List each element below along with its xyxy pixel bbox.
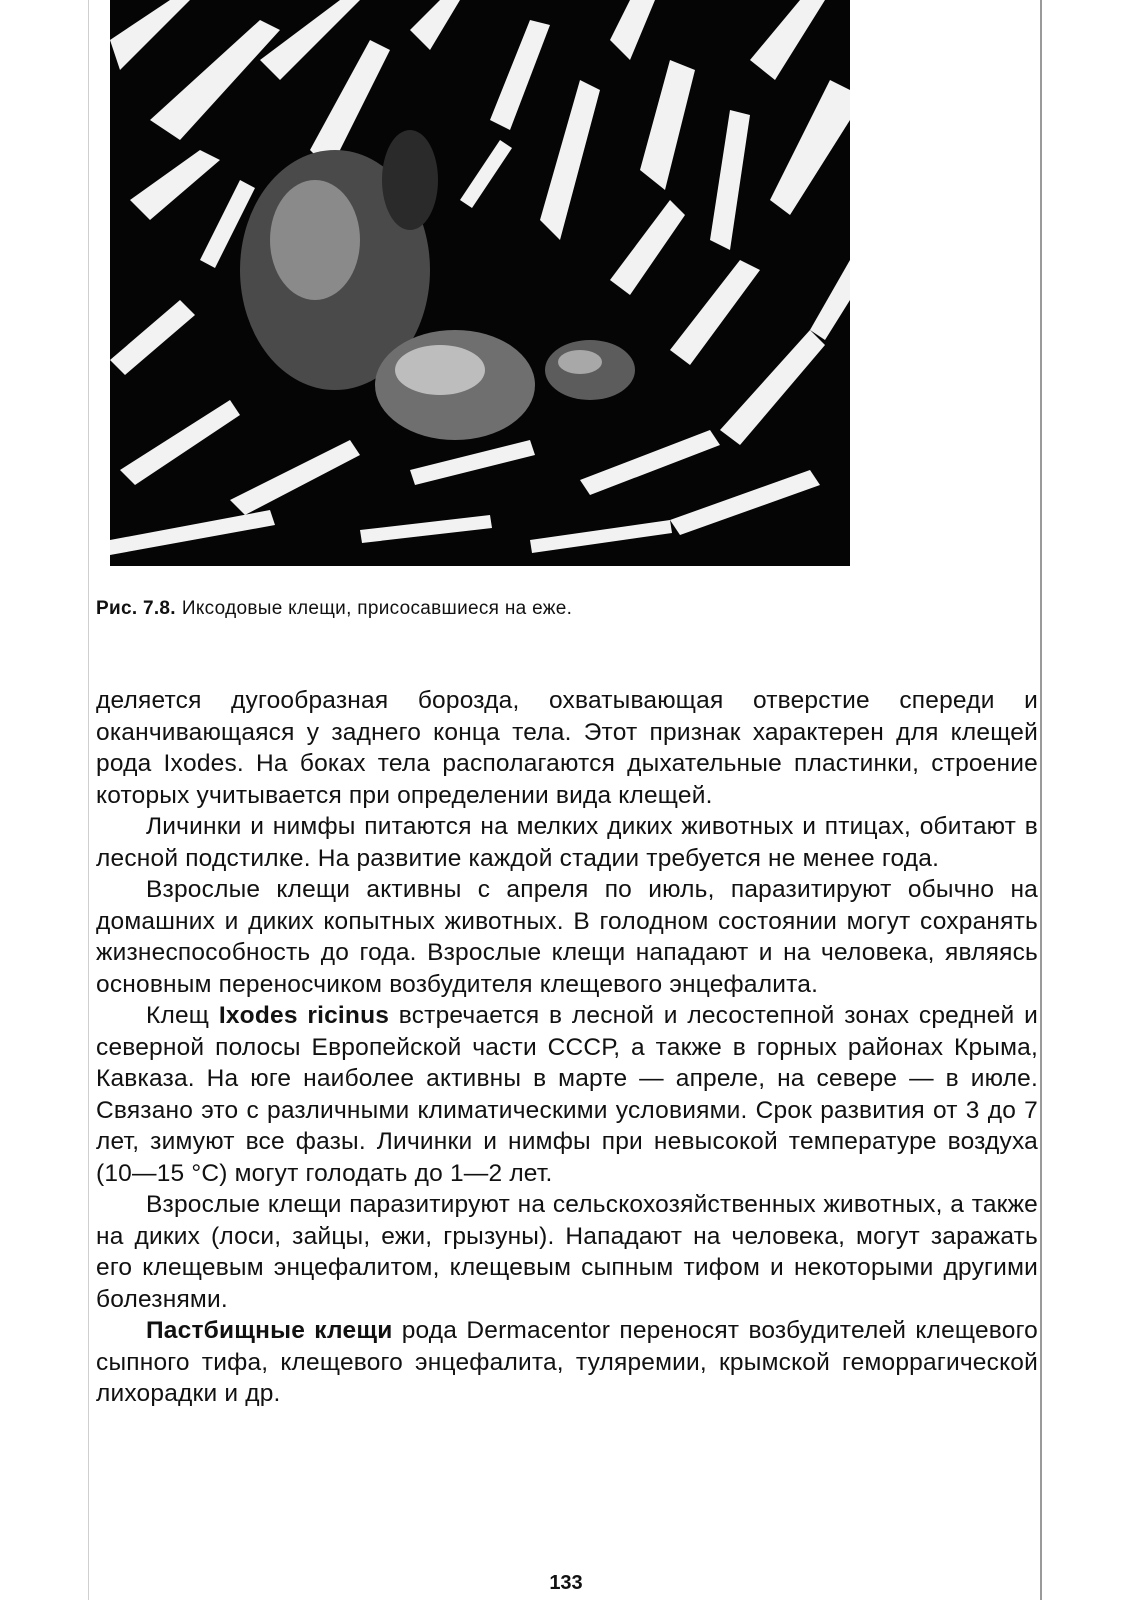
paragraph-text: Взрослые клещи паразитируют на сельскохозяйственных животных, а также на диких (лоси, зайцы, ежи, грызуны). Нападают на человека, могут заражать его клещевым энцефалитом, клещевым сыпным тифом и некоторыми другими болезнями. (96, 1191, 1038, 1313)
figure-label: Рис. 7.8. (96, 598, 176, 619)
page-edge-right (1040, 0, 1042, 1600)
body-text (96, 685, 1038, 1410)
paragraph-text: Клещ (146, 1002, 219, 1029)
paragraph-text: Взрослые клещи активны с апреля по июль, паразитируют обычно на домашних и диких копытных животных. В голодном состоянии могут сохранять жизнеспособность до года. Взрослые клещи нападают и на человека, являясь основным переносчиком возбудителя клещевого энцефалита. (96, 876, 1038, 998)
paragraph (96, 1000, 1038, 1189)
page-number: 133 (549, 1572, 583, 1594)
page-edge-left (88, 0, 89, 1600)
figure-caption-text: Иксодовые клещи, присосавшиеся на еже. (181, 598, 573, 619)
paragraph (96, 685, 1038, 811)
paragraph (96, 1315, 1038, 1410)
bold-term: Пастбищные клещи (146, 1317, 393, 1344)
figure-caption (96, 598, 996, 620)
bold-term: Ixodes ricinus (218, 1002, 390, 1029)
paragraph (96, 874, 1038, 1000)
paragraph-text: Личинки и нимфы питаются на мелких диких животных и птицах, обитают в лесной подстилке. На развитие каждой стадии требуется не менее года. (96, 813, 1038, 872)
figure-photo-ticks-on-hedgehog (110, 0, 850, 566)
photo-illustration (110, 0, 850, 566)
paragraph-text: рода Dermacentor переносят возбудителей клещевого сыпного тифа, клещевого энцефалита, туляремии, крымской геморрагической лихорадки и др. (96, 1317, 1039, 1407)
paragraph-text: встречается в лесной и лесостепной зонах средней и северной полосы Европейской части СССР, а также в горных районах Крыма, Кавказа. На юге наиболее активны в марте — апреле, на севере — в июле. Связано это с различными климатическими условиями. Срок развития от 3 до 7 лет, зимуют все фазы. Личинки и нимфы при невысокой температуре воздуха (10—15 °С) могут голодать до 1—2 лет. (96, 1002, 1038, 1187)
paragraph-text: деляется дугообразная борозда, охватывающая отверстие спереди и оканчивающаяся у заднего конца тела. Этот признак характерен для клещей рода Ixodes. На боках тела располагаются дыхательные пластинки, строение которых учитывается при определении вида клещей. (96, 687, 1038, 809)
paragraph (96, 1189, 1038, 1315)
paragraph (96, 811, 1038, 874)
